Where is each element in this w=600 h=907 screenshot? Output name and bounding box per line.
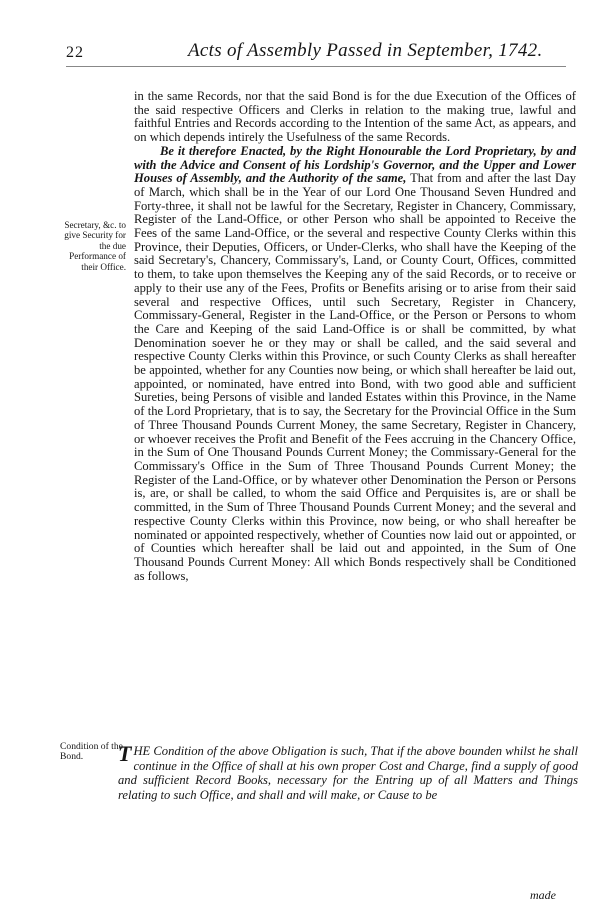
running-head: Acts of Assembly Passed in September, 1742. — [188, 40, 543, 61]
paragraph-records: in the same Records, nor that the said Bond is for the due Execution of the Offices of the said respective Officers and Clerks in relation to the making true, lawful and faithful Entries and Records according to the Intention of the same Act, as appears, and on which depends intirely the Usefulness of the same Records. — [134, 89, 576, 145]
page-number: 22 — [66, 44, 84, 61]
side-note-secretary: Secretary, &c. to give Security for the due Performance of their Office. — [64, 220, 126, 272]
bond-condition — [118, 741, 578, 802]
condition-text: HE Condition of the above Obligation is such, That if the above bounden whilst he shall continue in the Office of shall at his own proper Cost and Charge, find a supply of good and sufficient Record Books, necessary for the Entring up of all Matters and Things relating to such Office, and shall and will make, or Cause to be — [118, 744, 578, 802]
body-text — [134, 90, 576, 583]
enactment-text: That from and after the last Day of March, which shall be in the Year of our Lord One Thousand Seven Hundred and Forty-three, it shall not be lawful for the Secretary, Register in Chancery, Commissary, Register of the Land-Office, or other Person who shall be appointed to Receive the Fees of the same Land-Office, or the several and respective County Clerks within this Province, their Deputies, Officers, or Under-Clerks, who shall have the Keeping of the said Secretary's, Chancery, Commissary's, Land, or County Court, Offices, committed to them, to take upon themselves the Keeping any of the said Records, or to receive or apply to their use any of the Fees, Profits or Benefits arising or to arise from their said several and respective Offices, until such Secretary, Register in Chancery, Commissary-General, Register in the Land-Office, or the Person or Persons to whom the Care and Keeping of the said Land-Office is or shall be committed, by what Denomination soever he or they may or shall be called, and the said several and respective County Clerks within this Province, or such County Clerks as shall hereafter be appointed, whether for any Counties now being, or which shall hereafter be laid out, appointed, or nominated, have entred into Bond, with two good able and sufficient Sureties, being Persons of visible and landed Estates within this Province, in the Name of the Lord Proprietary, that is to say, the Secretary for the Provincial Office in the Sum of Three Thousand Pounds Current Money, the same Secretary, Register in Chancery, or whoever receives the Profit and Benefit of the Fees accruing in the Chancery Office, in the Sum of One Thousand Pounds Current Money; the Commissary-General for the Commissary's Office in the Sum of Three Thousand Pounds Current Money; the Register of the Land-Office, or by whatever other Denomination the Person or Persons is, are, or shall be called, to whom the said Office and Perquisites is, are or shall be committed, in the Sum of Three Thousand Pounds Current Money; and the several and respective County Clerks within this Province, now being, or who shall hereafter be nominated or appointed respectively, whether of Counties now laid out or appointed, or of Counties which hereafter shall be laid out and appointed, in the Sum of One Thousand Pounds Current Money: All which Bonds respectively shall be Conditioned as follows, — [134, 171, 577, 583]
side-note-condition: Condition of the Bond. — [60, 741, 123, 763]
enacting-clause: Be it therefore Enacted, by the Right Honourable the Lord Proprietary, by and with the Advice and Consent of his Lordship's Governor, and the Upper and Lower Houses of Assembly, and the Authority of the same, — [134, 143, 576, 186]
paragraph-enactment — [134, 145, 576, 584]
catchword: made — [530, 888, 556, 902]
drop-initial: T — [118, 741, 132, 766]
header-rule — [66, 66, 566, 67]
